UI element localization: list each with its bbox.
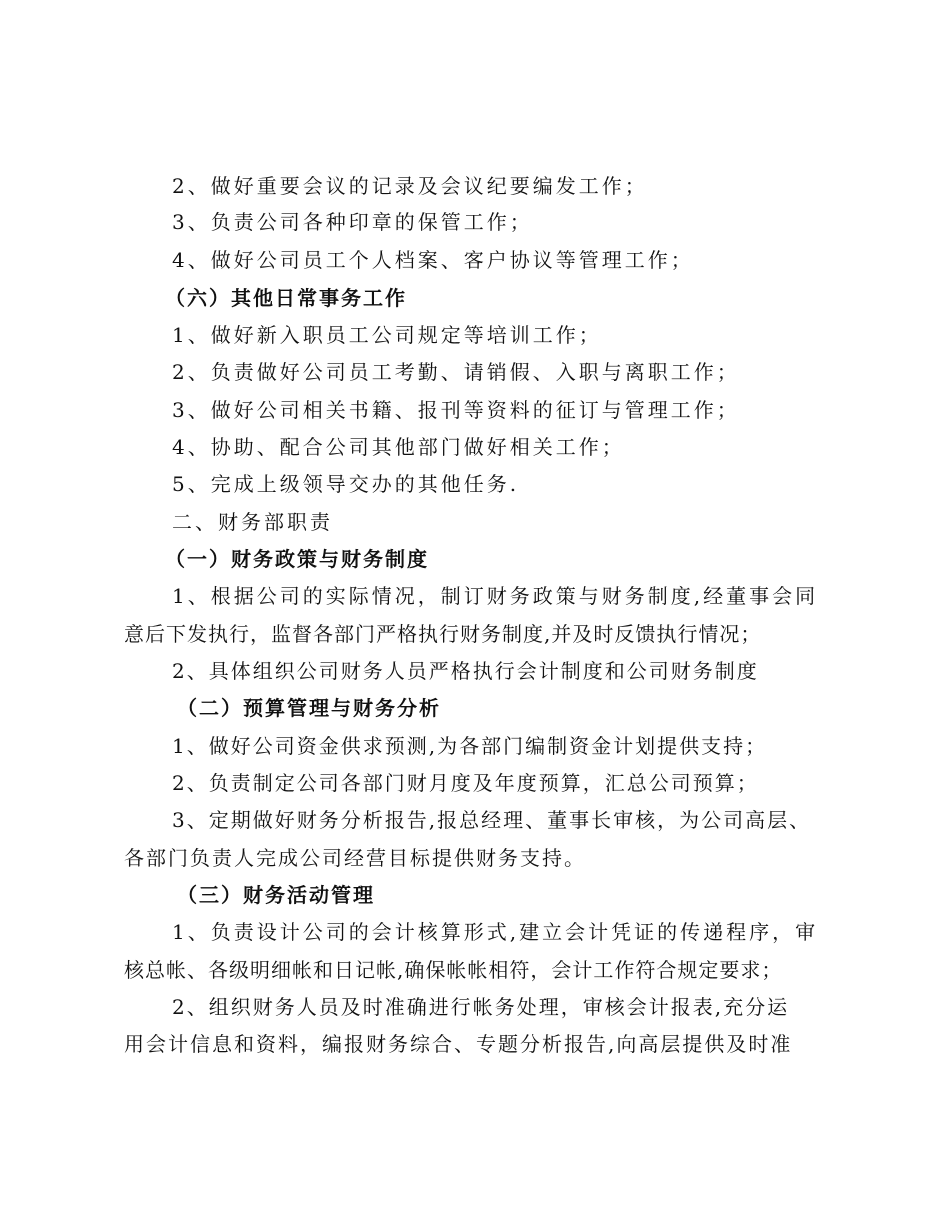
list-item: 1、做好公司资金供求预测,为各部门编制资金计划提供支持； <box>172 734 768 758</box>
list-item: 4、做好公司员工个人档案、客户协议等管理工作； <box>172 248 694 272</box>
list-item: 5、完成上级领导交办的其他任务. <box>172 472 520 496</box>
paragraph-line: 核总帐、各级明细帐和日记帐,确保帐帐相符，会计工作符合规定要求； <box>124 958 783 982</box>
list-item: 3、做好公司相关书籍、报刊等资料的征订与管理工作； <box>172 398 740 422</box>
section-heading: （三）财务活动管理 <box>177 883 375 907</box>
paragraph-line: 各部门负责人完成公司经营目标提供财务支持。 <box>124 846 586 870</box>
paragraph-line: 2、组织财务人员及时准确进行帐务处理，审核会计报表,充分运 <box>172 995 790 1019</box>
list-item: 2、做好重要会议的记录及会议纪要编发工作； <box>172 174 648 198</box>
list-item: 2、负责做好公司员工考勤、请销假、入职与离职工作； <box>172 360 740 384</box>
list-item: 1、做好新入职员工公司规定等培训工作； <box>172 323 602 347</box>
paragraph-line: 3、定期做好财务分析报告,报总经理、董事长审核，为公司高层、 <box>172 808 812 832</box>
section-heading: （六）其他日常事务工作 <box>165 286 407 310</box>
list-item: 4、协助、配合公司其他部门做好相关工作； <box>172 435 625 459</box>
section-heading: （二）预算管理与财务分析 <box>177 696 441 720</box>
paragraph-line: 1、负责设计公司的会计核算形式,建立会计凭证的传递程序，审 <box>172 920 819 944</box>
paragraph-line: 意后下发执行，监督各部门严格执行财务制度,并及时反馈执行情况； <box>124 622 762 646</box>
list-item: 2、负责制定公司各部门财月度及年度预算，汇总公司预算； <box>172 771 759 795</box>
chapter-heading: 二、财务部职责 <box>172 510 333 534</box>
section-heading: （一）财务政策与财务制度 <box>165 547 429 571</box>
paragraph-line: 1、根据公司的实际情况，制订财务政策与财务制度,经董事会同 <box>172 584 819 608</box>
paragraph-line: 2、具体组织公司财务人员严格执行会计制度和公司财务制度 <box>172 659 759 683</box>
list-item: 3、负责公司各种印章的保管工作； <box>172 210 533 234</box>
paragraph-line: 用会计信息和资料，编报财务综合、专题分析报告,向高层提供及时准 <box>124 1032 793 1056</box>
